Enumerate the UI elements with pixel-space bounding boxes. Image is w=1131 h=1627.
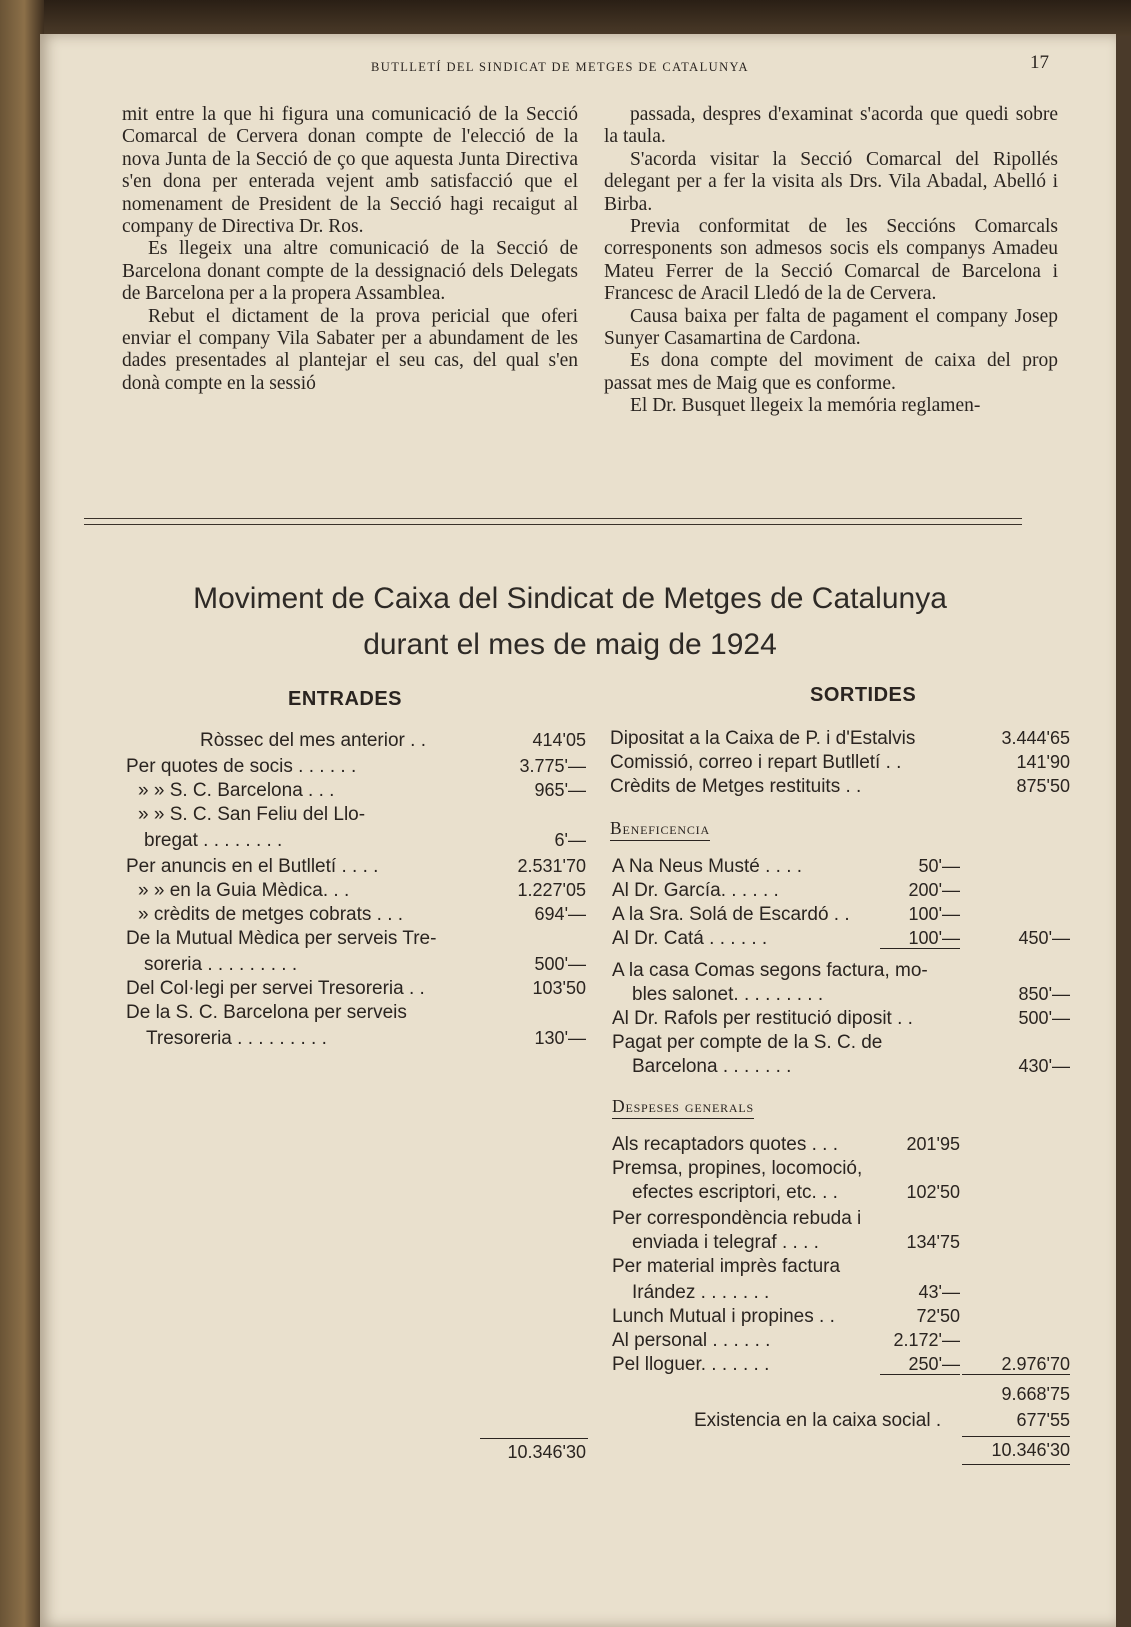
beneficencia-heading: Beneficencia bbox=[610, 818, 710, 841]
beneficencia-amount: 200'— bbox=[908, 880, 960, 900]
entrades-total-rule bbox=[480, 1438, 588, 1439]
paragraph: mit entre la que hi figura una comunicació de la Secció Comarcal de Cervera donan compte de l'elecció de la nova Junta de la Secció de ço que aquesta Junta Directiva s'en dona per enterada vejent amb satisfacció que el nomenament de President de la Secció hagi recaigut al company de Directiva Dr. Ros. bbox=[122, 104, 578, 238]
entrada-value: 3.775'— bbox=[519, 756, 586, 776]
despesa-amount: 102'50 bbox=[906, 1182, 960, 1202]
entrada-label: De la Mutual Mèdica per serveis Tre- bbox=[126, 928, 437, 949]
paragraph: El Dr. Busquet llegeix la memória reglamen- bbox=[630, 395, 981, 417]
sortida-value: 875'50 bbox=[1016, 776, 1070, 796]
page-number: 17 bbox=[1030, 52, 1049, 73]
entrada-label: » crèdits de metges cobrats . . . bbox=[138, 904, 404, 925]
binding-shadow-top bbox=[0, 0, 1131, 36]
entrada-label: » » S. C. San Feliu del Llo- bbox=[138, 804, 366, 825]
beneficencia-label: Al Dr. Rafols per restitució diposit . . bbox=[612, 1008, 913, 1029]
entrada-label: » » S. C. Barcelona . . . bbox=[138, 780, 335, 801]
sortides-total: 10.346'30 bbox=[991, 1440, 1070, 1460]
sortida-label: Dipositat a la Caixa de P. i d'Estalvis bbox=[610, 728, 916, 749]
paragraph: Causa baixa per falta de pagament el company Josep Sunyer Casamartina de Cardona. bbox=[604, 305, 1058, 350]
despeses-subrule bbox=[880, 1374, 960, 1375]
paragraph: Rebut el dictament de la prova pericial que oferi enviar el company Vila Sabater per a abundament de les dades presentades al plantejar el seu cas, del qual s'en donà compte en la sessió bbox=[122, 305, 578, 394]
beneficencia-subtotal: 450'— bbox=[1018, 928, 1070, 948]
despesa-label: Als recaptadors quotes . . . bbox=[612, 1134, 839, 1155]
sortides-total-rule bbox=[962, 1436, 1070, 1437]
despesa-label: efectes escriptori, etc. . . bbox=[632, 1182, 838, 1203]
despesa-label: Irández . . . . . . . bbox=[632, 1282, 770, 1303]
despesa-subtotal: 2.976'70 bbox=[1001, 1354, 1070, 1374]
beneficencia-label: Al Dr. Catá . . . . . . bbox=[612, 928, 768, 949]
entrada-label: Tresoreria . . . . . . . . . bbox=[146, 1028, 327, 1049]
sortides-total-rule-bottom bbox=[962, 1464, 1070, 1465]
entrada-label: » » en la Guia Mèdica. . . bbox=[138, 880, 350, 901]
sortida-value: 3.444'65 bbox=[1001, 728, 1070, 748]
beneficencia-label: A la casa Comas segons factura, mo- bbox=[612, 960, 928, 981]
section-title: Moviment de Caixa del Sindicat de Metges de Catalunya bbox=[193, 582, 947, 615]
paragraph: S'acorda visitar la Secció Comarcal del Ripollés delegant per a fer la visita als Drs. Vila Abadal, Abelló i Birba. bbox=[604, 148, 1058, 215]
despesa-label: enviada i telegraf . . . . bbox=[632, 1232, 819, 1253]
sortida-value: 141'90 bbox=[1016, 752, 1070, 772]
beneficencia-rule bbox=[880, 948, 960, 949]
entrada-value: 6'— bbox=[554, 830, 586, 850]
despesa-amount: 134'75 bbox=[906, 1232, 960, 1252]
entrada-label: Ròssec del mes anterior . . bbox=[200, 730, 426, 751]
existencia-value: 677'55 bbox=[1016, 1410, 1070, 1430]
beneficencia-label: A la Sra. Solá de Escardó . . bbox=[612, 904, 850, 925]
beneficencia-subtotal: 500'— bbox=[1018, 1008, 1070, 1028]
beneficencia-label: bles salonet. . . . . . . . . bbox=[632, 984, 824, 1005]
entrada-value: 414'05 bbox=[532, 730, 586, 750]
despesa-label: Per correspondència rebuda i bbox=[612, 1208, 862, 1229]
beneficencia-label: A Na Neus Musté . . . . bbox=[612, 856, 803, 877]
entrades-heading: ENTRADES bbox=[288, 688, 403, 710]
subtotal-rule bbox=[962, 1374, 1070, 1375]
despesa-amount: 72'50 bbox=[916, 1306, 960, 1326]
despesa-amount: 2.172'— bbox=[893, 1330, 960, 1350]
sortida-label: Crèdits de Metges restituits . . bbox=[610, 776, 862, 797]
sortida-label: Comissió, correo i repart Butlletí . . bbox=[610, 752, 902, 773]
despeses-heading: Despeses generals bbox=[612, 1096, 754, 1119]
entrada-label: De la S. C. Barcelona per serveis bbox=[126, 1002, 407, 1023]
section-divider bbox=[84, 518, 1022, 519]
text-column-right bbox=[604, 104, 1058, 418]
paragraph: Previa conformitat de les Seccións Comarcals corresponents son admesos socis els companys Amadeu Mateu Ferrer de la Secció Comarcal de Barcelona i Francesc de Aracil Lledó de la de Cervera. bbox=[604, 216, 1058, 305]
paragraph: Es dona compte del moviment de caixa del prop passat mes de Maig que es conforme. bbox=[604, 350, 1058, 394]
text-column-left bbox=[122, 104, 578, 395]
entrada-label: bregat . . . . . . . . bbox=[144, 830, 283, 851]
entrada-label: Del Col·legi per servei Tresoreria . . bbox=[126, 978, 425, 999]
despesa-amount: 201'95 bbox=[906, 1134, 960, 1154]
section-divider-2 bbox=[84, 524, 1022, 525]
despesa-amount: 43'— bbox=[918, 1282, 960, 1302]
beneficencia-amount: 100'— bbox=[908, 904, 960, 924]
entrada-value: 130'— bbox=[534, 1028, 586, 1048]
entrada-value: 103'50 bbox=[532, 978, 586, 998]
entrada-value: 1.227'05 bbox=[517, 880, 586, 900]
entrada-value: 965'— bbox=[534, 780, 586, 800]
entrada-label: Per quotes de socis . . . . . . bbox=[126, 756, 357, 777]
entrada-label: soreria . . . . . . . . . bbox=[144, 954, 298, 975]
beneficencia-label: Pagat per compte de la S. C. de bbox=[612, 1032, 883, 1053]
entrada-value: 500'— bbox=[534, 954, 586, 974]
despesa-label: Pel lloguer. . . . . . . bbox=[612, 1354, 770, 1375]
beneficencia-amount: 100'— bbox=[908, 928, 960, 948]
paragraph: passada, despres d'examinat s'acorda que quedi sobre la taula. bbox=[604, 104, 1058, 148]
running-header: BUTLLETÍ DEL SINDICAT DE METGES DE CATALUNYA bbox=[371, 60, 749, 74]
despesa-label: Lunch Mutual i propines . . bbox=[612, 1306, 835, 1327]
entrada-label: Per anuncis en el Butlletí . . . . bbox=[126, 856, 379, 877]
beneficencia-subtotal: 850'— bbox=[1018, 984, 1070, 1004]
entrada-value: 694'— bbox=[534, 904, 586, 924]
book-binding bbox=[0, 0, 44, 1627]
sortides-heading: SORTIDES bbox=[810, 684, 917, 706]
despesa-label: Al personal . . . . . . bbox=[612, 1330, 771, 1351]
entrada-value: 2.531'70 bbox=[517, 856, 586, 876]
paragraph: Es llegeix una altre comunicació de la Secció de Barcelona donant compte de la dessignació dels Delegats de Barcelona per a la propera Assamblea. bbox=[122, 238, 578, 305]
beneficencia-subtotal: 430'— bbox=[1018, 1056, 1070, 1076]
beneficencia-amount: 50'— bbox=[918, 856, 960, 876]
despesa-amount: 250'— bbox=[908, 1354, 960, 1374]
despesa-label: Premsa, propines, locomoció, bbox=[612, 1158, 863, 1179]
entrades-total: 10.346'30 bbox=[507, 1442, 586, 1462]
beneficencia-label: Al Dr. García. . . . . . bbox=[612, 880, 779, 901]
existencia-label: Existencia en la caixa social . bbox=[694, 1410, 942, 1431]
beneficencia-label: Barcelona . . . . . . . bbox=[632, 1056, 792, 1077]
subtotal-value: 9.668'75 bbox=[1001, 1384, 1070, 1404]
section-subtitle: durant el mes de maig de 1924 bbox=[363, 628, 777, 661]
despesa-label: Per material imprès factura bbox=[612, 1256, 841, 1277]
